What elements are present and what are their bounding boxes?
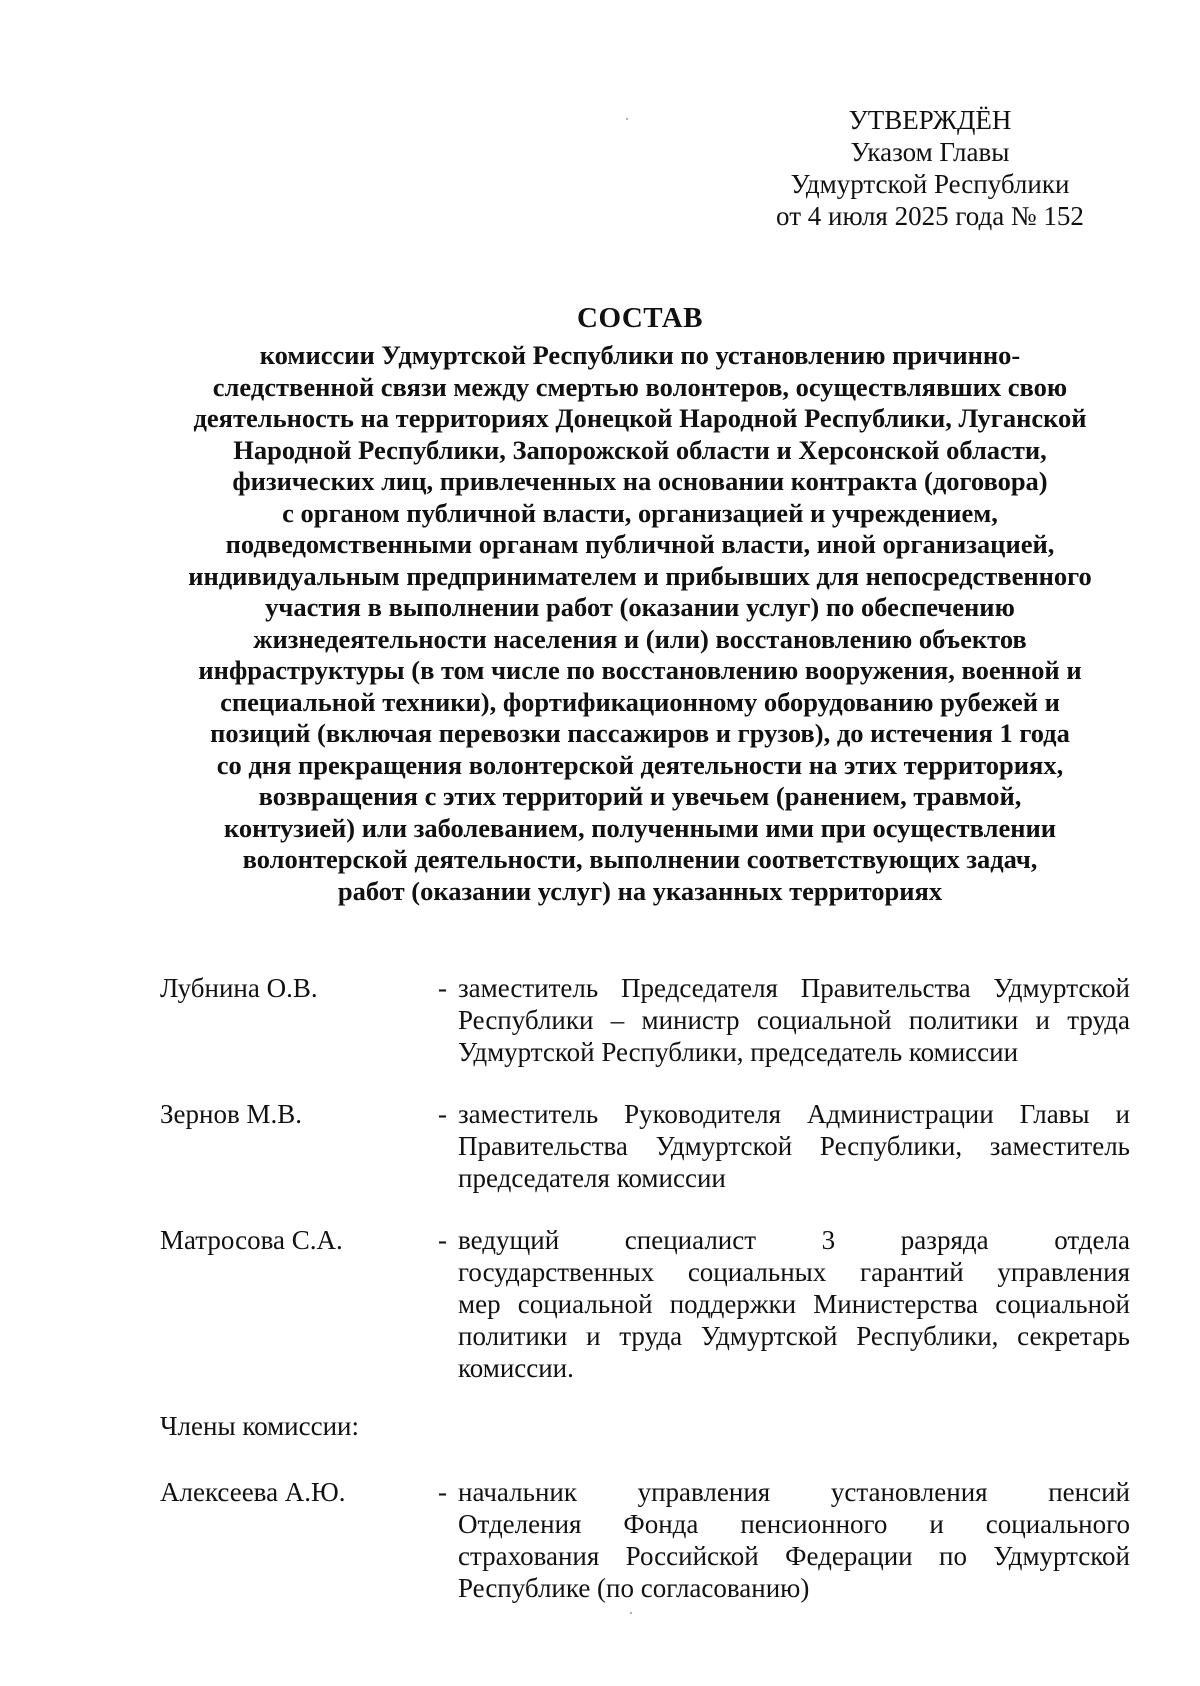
role-line: Правительства Удмуртской Республики, заместитель (458, 1131, 1130, 1161)
role-line: мер социальной поддержки Министерства социальной (458, 1289, 1130, 1319)
document-title: СОСТАВ (577, 302, 703, 334)
role-line: государственных социальных гарантий управления (458, 1257, 1130, 1287)
members-heading: Члены комиссии: (160, 1411, 359, 1441)
subtitle-line: жизнедеятельности населения и (или) восстановлению объектов (253, 623, 1027, 654)
member-entry (160, 972, 1130, 1068)
subtitle-line: деятельность на территориях Донецкой Народной Республики, Луганской (193, 403, 1087, 433)
subtitle-line: следственной связи между смертью волонтеров, осуществлявших свою (212, 371, 1068, 402)
member-entry (160, 1476, 1130, 1604)
member-entry (160, 1098, 1130, 1194)
role-line: Республике (по согласованию) (458, 1573, 810, 1603)
member-dash: - (438, 1477, 447, 1507)
member-name: Зернов М.В. (160, 1099, 302, 1129)
approval-status: УТВЕРЖДЁН (848, 105, 1012, 135)
subtitle-line: участия в выполнении работ (оказании услуг) по обеспечению (265, 592, 1015, 622)
role-line: Республики – министр социальной политики и труда (458, 1005, 1130, 1035)
scan-speck (630, 1612, 632, 1614)
member-dash: - (438, 1225, 447, 1255)
subtitle-line: Народной Республики, Запорожской области и Херсонской области, (233, 434, 1047, 465)
subtitle-line: возвращения с этих территорий и увечьем (ранением, травмой, (258, 781, 1022, 811)
approval-region: Удмуртской Республики (790, 169, 1070, 199)
role-line: заместитель Руководителя Администрации Главы и (458, 1099, 1130, 1129)
member-dash: - (438, 1099, 447, 1129)
subtitle-line: с органом публичной власти, организацией и учреждением, (282, 497, 998, 528)
subtitle-line: индивидуальным предпринимателем и прибывших для непосредственного (188, 560, 1092, 591)
approval-decree: Указом Главы (850, 137, 1010, 167)
subtitle-line: волонтерской деятельности, выполнении соответствующих задач, (242, 844, 1038, 874)
role-line: председателя комиссии (458, 1163, 726, 1193)
role-line: Удмуртской Республики, председатель комиссии (458, 1037, 1019, 1067)
role-line: заместитель Председателя Правительства Удмуртской (458, 973, 1130, 1003)
role-line: начальник управления установления пенсий (458, 1477, 1130, 1507)
role-line: страхования Российской Федерации по Удмуртской (458, 1541, 1130, 1571)
commission-composition (160, 972, 1130, 1634)
subtitle-line: специальной техники), фортификационному оборудованию рубежей и (220, 686, 1060, 717)
subtitle-line: комиссии Удмуртской Республики по установлению причинно- (259, 340, 1021, 370)
approval-block (760, 104, 1100, 232)
subtitle-line: позиций (включая перевозки пассажиров и грузов), до истечения 1 года (210, 718, 1070, 748)
subtitle-line: работ (оказании услуг) на указанных территориях (337, 875, 943, 906)
subtitle-line: подведомственными органам публичной власти, иной организацией, (225, 529, 1055, 559)
role-line: политики и труда Удмуртской Республики, секретарь (458, 1321, 1130, 1351)
role-line: комиссии. (458, 1353, 574, 1383)
member-name: Алексеева А.Ю. (160, 1477, 346, 1507)
role-line: Отделения Фонда пенсионного и социального (458, 1509, 1130, 1539)
member-name: Лубнина О.В. (160, 973, 318, 1003)
subtitle-line: физических лиц, привлеченных на основании контракта (договора) (232, 466, 1048, 496)
role-line: ведущий специалист 3 разряда отдела (458, 1225, 1130, 1255)
member-role (458, 1224, 1130, 1384)
member-dash: - (438, 973, 447, 1003)
member-role (458, 1098, 1130, 1194)
subtitle-line: со дня прекращения волонтерской деятельности на этих территориях, (216, 749, 1064, 780)
scan-speck (626, 118, 628, 120)
approval-date-number: от 4 июля 2025 года № 152 (776, 201, 1084, 231)
subtitle-line: инфраструктуры (в том числе по восстановлению вооружения, военной и (198, 655, 1082, 685)
member-role (458, 972, 1130, 1068)
member-name: Матросова С.А. (160, 1225, 343, 1255)
document-subtitle (140, 340, 1140, 907)
member-entry (160, 1224, 1130, 1384)
member-role (458, 1476, 1130, 1604)
subtitle-line: контузией) или заболеванием, полученными ими при осуществлении (223, 812, 1057, 843)
